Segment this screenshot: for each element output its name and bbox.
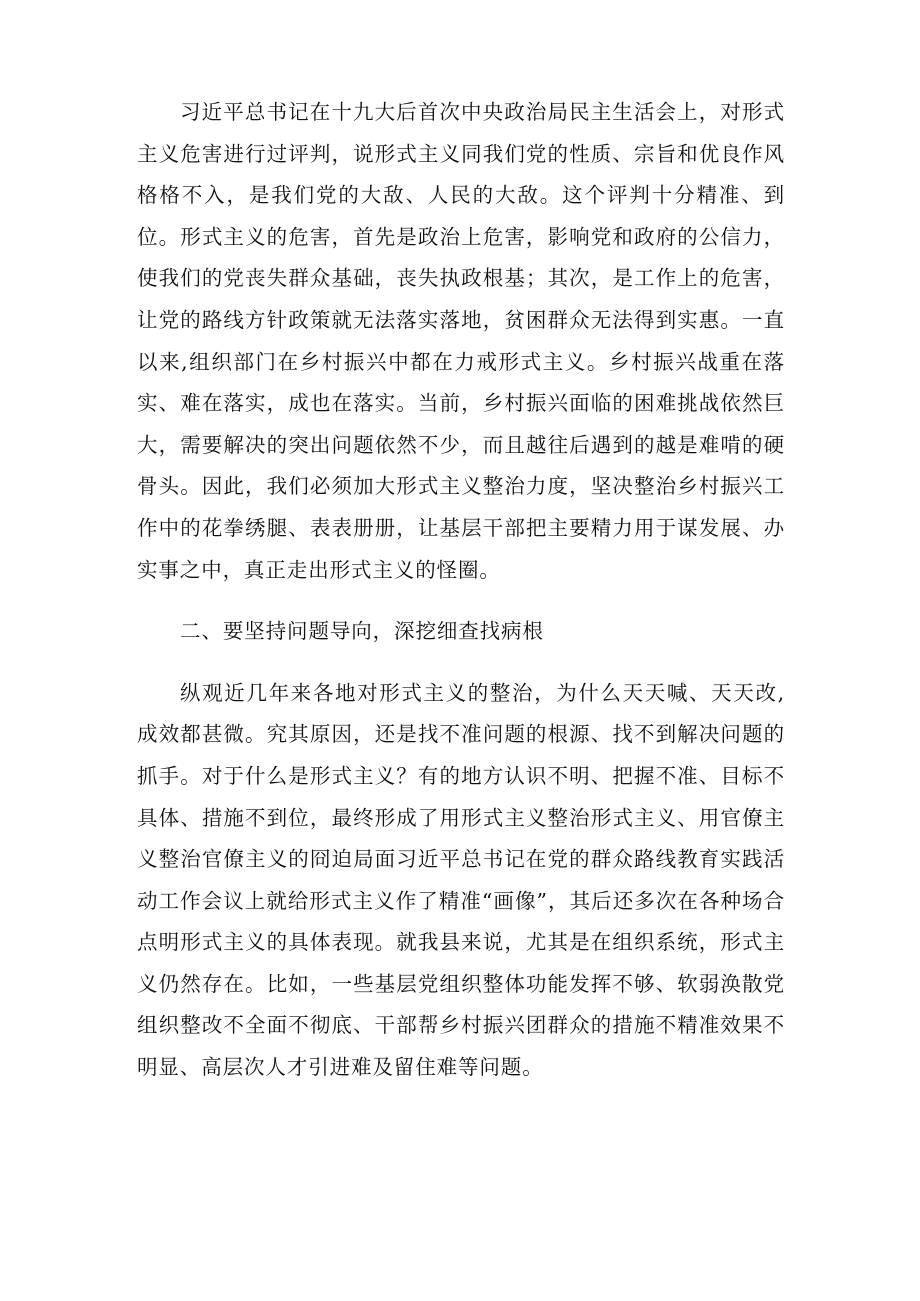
section-heading: 二、要坚持问题导向，深挖细查找病根 (180, 619, 544, 644)
body-paragraph-1: 习近平总书记在十九大后首次中央政治局民主生活会上，对形式主义危害进行过评判，说形式主义同我们党的性质、宗旨和优良作风格格不入，是我们党的大敌、人民的大敌。这个评判十分精准、到位。形式主义的危害，首先是政治上危害，影响党和政府的公信力，使我们的党丧失群众基础，丧失执政根基；其次，是工作上的危害，让党的路线方针政策就无法落实落地，贫困群众无法得到实惠。一直以来,组织部门在乡村振兴中都在力戒形式主义。乡村振兴战重在落实、难在落实，成也在落实。当前，乡村振兴面临的困难挑战依然巨大，需要解决的突出问题依然不少，而且越往后遇到的越是难啃的硬骨头。因此，我们必须加大形式主义整治力度，坚决整治乡村振兴工作中的花拳绣腿、表表册册，让基层干部把主要精力用于谋发展、办实事之中，真正走出形式主义的怪圈。 (137, 100, 785, 582)
body-paragraph-2: 纵观近几年来各地对形式主义的整治，为什么天天喊、天天改,成效都甚微。究其原因，还是找不准问题的根源、找不到解决问题的抓手。对于什么是形式主义？有的地方认识不明、把握不准、目标不具体、措施不到位，最终形成了用形式主义整治形式主义、用官僚主义整治官僚主义的冏迫局面习近平总书记在党的群众路线教育实践活动工作会议上就给形式主义作了精准“画像”，其后还多次在各种场合点明形式主义的具体表现。就我县来说，尤其是在组织系统，形式主义仍然存在。比如，一些基层党组织整体功能发挥不够、软弱涣散党组织整改不全面不彻底、干部帮乡村振兴团群众的措施不精准效果不明显、高层次人才引进难及留住难等问题。 (137, 680, 785, 1080)
document-page (137, 92, 785, 1089)
